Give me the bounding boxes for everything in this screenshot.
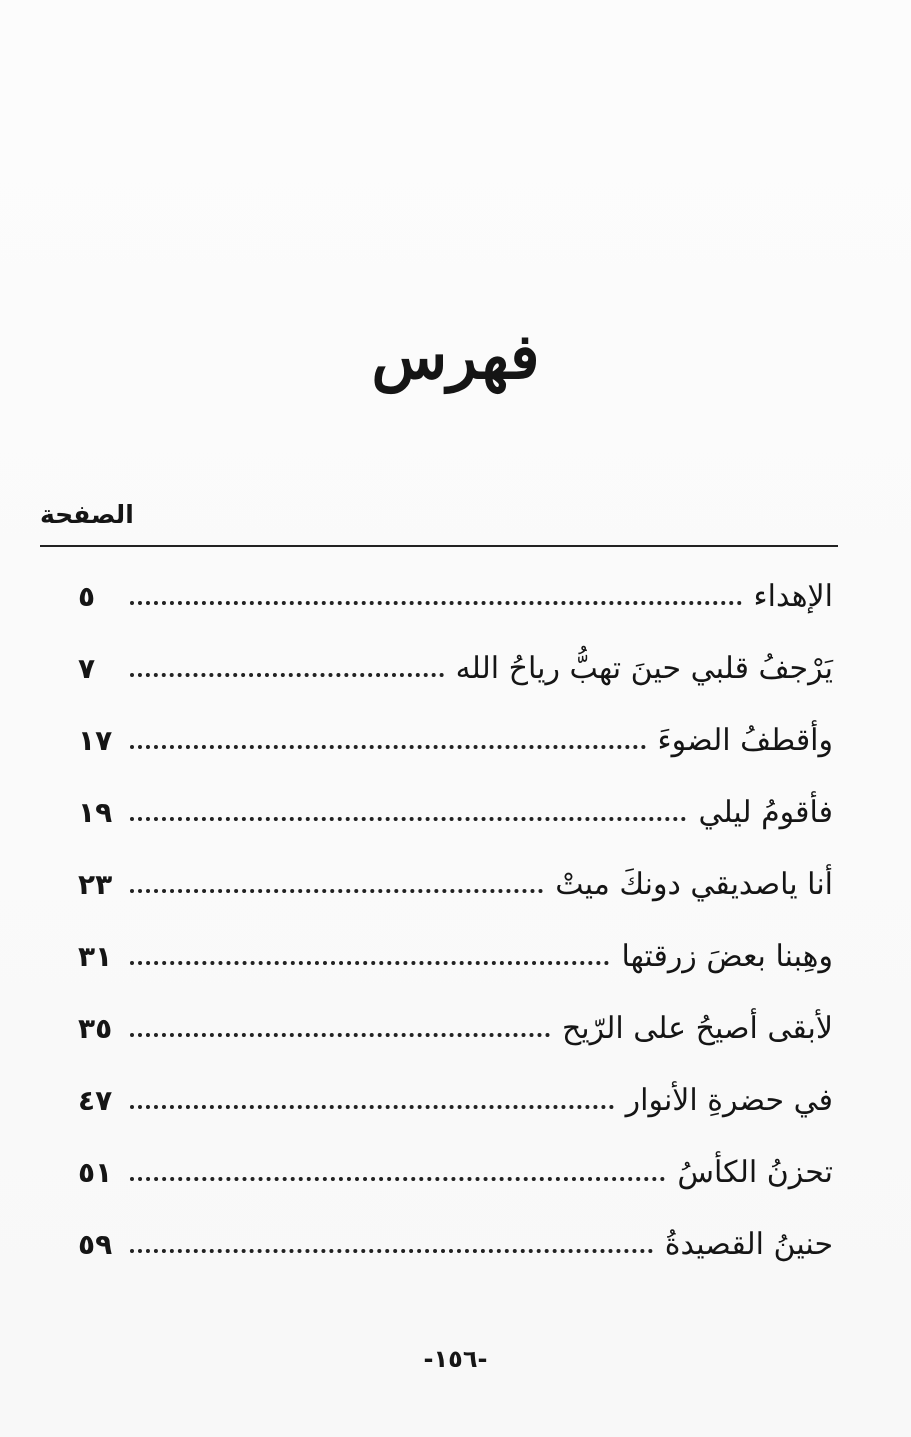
dot-leader [130,1105,614,1109]
toc-entry-title: لأبقى أصيحُ على الرّيح [561,1010,833,1046]
toc-entry [78,848,833,920]
toc-entry-title: الإهداء [753,578,833,614]
toc-entry-title: أنا ياصديقي دونكَ ميتْ [555,866,833,902]
toc-entry [78,1208,833,1280]
toc-entry-title: وأقطفُ الضوءَ [657,722,833,758]
dot-leader [130,745,646,749]
page-column-header: الصفحة [40,500,134,529]
toc-page-number: ٧ [78,651,96,685]
page-number: -١٥٦- [423,1345,488,1373]
toc-entry-title: يَرْجفُ قلبي حينَ تهبُّ رياحُ الله [455,650,833,686]
toc-page-number: ٥٩ [78,1227,113,1261]
toc-page-number: ١٩ [78,795,113,829]
toc-entry-title: فأقومُ ليلي [698,794,833,830]
toc-entry [78,1136,833,1208]
dot-leader [130,601,742,605]
toc-page-number: ٥١ [78,1155,113,1189]
table-of-contents [78,560,833,1280]
dot-leader [130,817,686,821]
dot-leader [130,889,543,893]
toc-entry [78,704,833,776]
dot-leader [130,1177,665,1181]
toc-entry [78,920,833,992]
dot-leader [130,1033,550,1037]
toc-entry [78,776,833,848]
toc-entry [78,1064,833,1136]
toc-entry-title: وهِبنا بعضَ زرقتها [621,938,833,974]
dot-leader [130,1249,653,1253]
toc-entry-title: في حضرةِ الأنوار [625,1082,833,1118]
toc-entry [78,992,833,1064]
header-rule [40,545,838,547]
toc-page-number: ٣٥ [78,1011,113,1045]
toc-page-number: ٥ [78,579,96,613]
toc-entry-title: تحزنُ الكأسُ [677,1154,833,1190]
toc-page-number: ٤٧ [78,1083,113,1117]
toc-entry [78,632,833,704]
toc-page-number: ٢٣ [78,867,113,901]
toc-page-number: ١٧ [78,723,113,757]
toc-entry [78,560,833,632]
index-title: فهرس [371,320,540,393]
dot-leader [130,961,609,965]
toc-page-number: ٣١ [78,939,113,973]
dot-leader [130,673,444,677]
toc-entry-title: حنينُ القصيدةُ [664,1226,833,1262]
